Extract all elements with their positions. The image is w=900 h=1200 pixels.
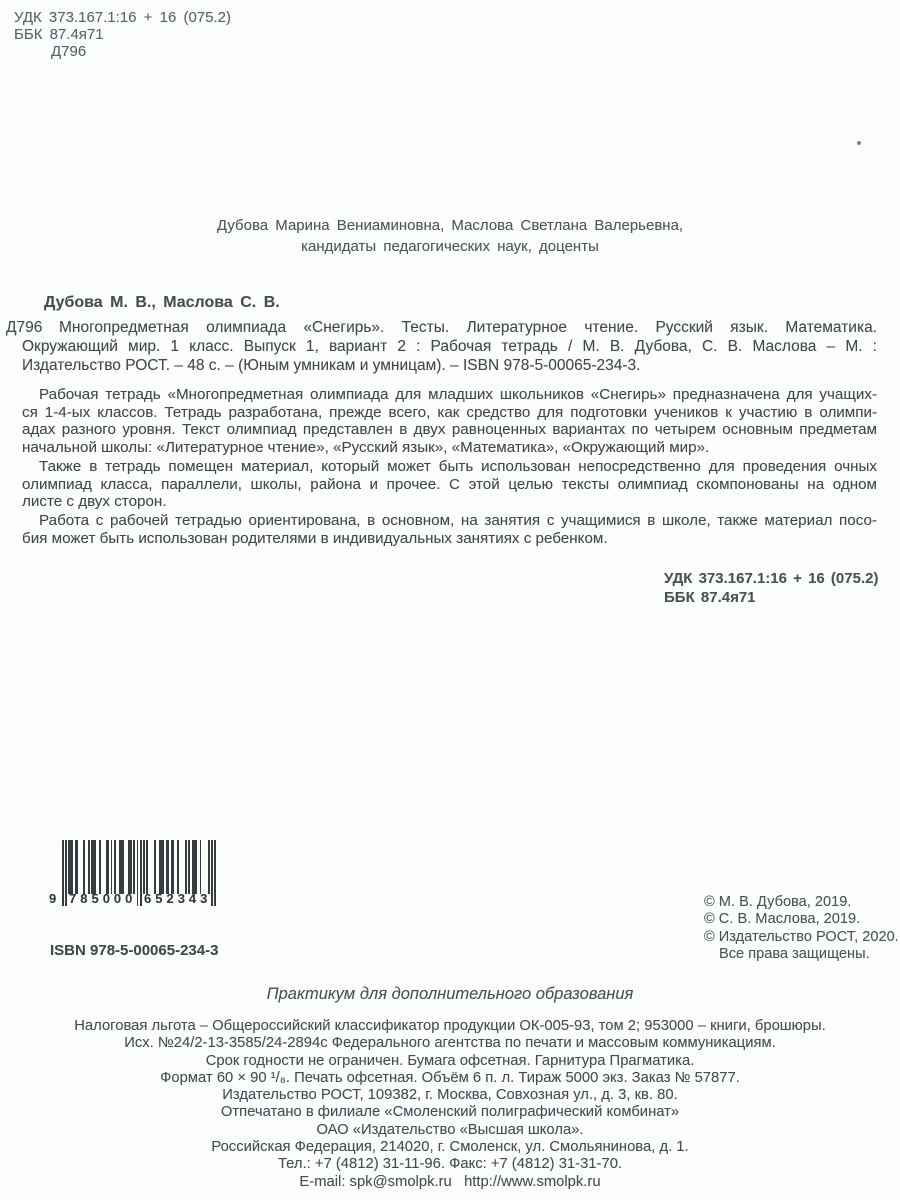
udk-bbk-block	[14, 9, 231, 60]
record-line: Издательство РОСТ. – 48 с. – (Юным умникам и умницам). – ISBN 978-5-00065-234-3.	[22, 357, 641, 374]
annotation-line: Также в тетрадь помещен материал, который может быть использован непосредственно для проведения очных	[39, 457, 877, 475]
imprint-line: Отпечатано в филиале «Смоленский полиграфический комбинат»	[220, 1104, 680, 1121]
barcode-digit-first: 9	[49, 891, 57, 906]
annotation-line: листе с двух сторон.	[22, 493, 167, 511]
record-line: Многопредметная олимпиада «Снегирь». Тесты. Литературное чтение. Русский язык. Математика.	[59, 319, 877, 336]
bbk-line: ББК 87.4я71	[14, 26, 104, 43]
bbk-line: ББК 87.4я71	[664, 588, 756, 606]
authors-note-line: Дубова Марина Вениаминовна, Маслова Светлана Валерьевна,	[216, 217, 684, 234]
imprint-block	[0, 1018, 900, 1191]
imprint-line: Формат 60 × 90 ¹/₈. Печать офсетная. Объём 6 п. л. Тираж 5000 экз. Заказ № 57877.	[160, 1069, 740, 1086]
series-title: Практикум для дополнительного образования	[266, 985, 634, 1003]
isbn-line: ISBN 978-5-00065-234-3	[50, 942, 219, 959]
imprint-line: Срок годности не ограничен. Бумага офсетная. Гарнитура Прагматика.	[205, 1052, 695, 1069]
imprint-line: ОАО «Издательство «Высшая школа».	[316, 1121, 584, 1138]
copyright-line: © Издательство РОСТ, 2020.	[704, 928, 899, 945]
imprint-line: E-mail: spk@smolpk.ru http://www.smolpk.ru	[299, 1173, 601, 1190]
annotation-line: ся 1-4-ых классов. Тетрадь разработана, прежде всего, как средство для подготовки учеников к участию в олимпи-	[22, 403, 877, 421]
imprint-line: Налоговая льгота – Общероссийский классификатор продукции ОК-005-93, том 2; 953000 – книги, брошюры.	[74, 1018, 826, 1034]
barcode-digits-left: 785000	[69, 891, 137, 906]
imprint-line: Издательство РОСТ, 109382, г. Москва, Совхозная ул., д. 3, кв. 80.	[222, 1087, 678, 1104]
annotation-line: Работа с рабочей тетрадью ориентирована, в основном, на занятия с учащимися в школе, также материал посо-	[39, 511, 877, 529]
barcode-digits-right: 652343	[144, 891, 212, 906]
annotation-line: адах разного уровня. Текст олимпиад представлен в двух равноценных вариантах по четырем основным предметам	[22, 421, 877, 439]
scan-speck	[857, 141, 861, 145]
bibliographic-record	[22, 318, 877, 375]
copyright-line: © М. В. Дубова, 2019.	[704, 894, 852, 910]
imprint-line: Исх. №24/2-13-3585/24-2894с Федерального агентства по печати и массовым коммуникациям.	[124, 1035, 776, 1052]
imprint-line: Российская Федерация, 214020, г. Смоленск, ул. Смольянинова, д. 1.	[211, 1139, 689, 1156]
udk-line: УДК 373.167.1:16 + 16 (075.2)	[14, 9, 231, 26]
copyright-line: © С. В. Маслова, 2019.	[704, 911, 861, 928]
annotation	[22, 386, 877, 547]
annotation-line: Рабочая тетрадь «Многопредметная олимпиада для младших школьников «Снегирь» предназначена для учащих-	[39, 386, 877, 403]
authors-note	[0, 215, 900, 257]
record-line: Окружающий мир. 1 класс. Выпуск 1, вариант 2 : Рабочая тетрадь / М. В. Дубова, С. В. Маслова – М. :	[22, 338, 877, 355]
copyright-line: Все права защищены.	[719, 946, 870, 963]
udk-line: УДК 373.167.1:16 + 16 (075.2)	[664, 570, 879, 587]
ean13-barcode	[49, 840, 216, 908]
annotation-line: начальной школы: «Литературное чтение», «Русский язык», «Математика», «Окружающий мир».	[22, 439, 710, 457]
annotation-line: олимпиад класса, параллели, школы, района и прочее. С этой целью тексты олимпиад скомпонованы на одном	[22, 475, 877, 493]
annotation-line: бия может быть использован родителями в индивидуальных занятиях с ребенком.	[22, 529, 608, 547]
udk-bbk-right-block	[664, 570, 878, 607]
authors-note-line: кандидаты педагогических наук, доценты	[301, 238, 599, 255]
imprint-line: Тел.: +7 (4812) 31-11-96. Факс: +7 (4812) 31-31-70.	[277, 1156, 623, 1173]
catalog-code-label: Д796	[6, 319, 43, 336]
authors-heading: Дубова М. В., Маслова С. В.	[44, 294, 280, 311]
copyright-block	[704, 894, 899, 964]
catalog-code: Д796	[51, 43, 87, 60]
